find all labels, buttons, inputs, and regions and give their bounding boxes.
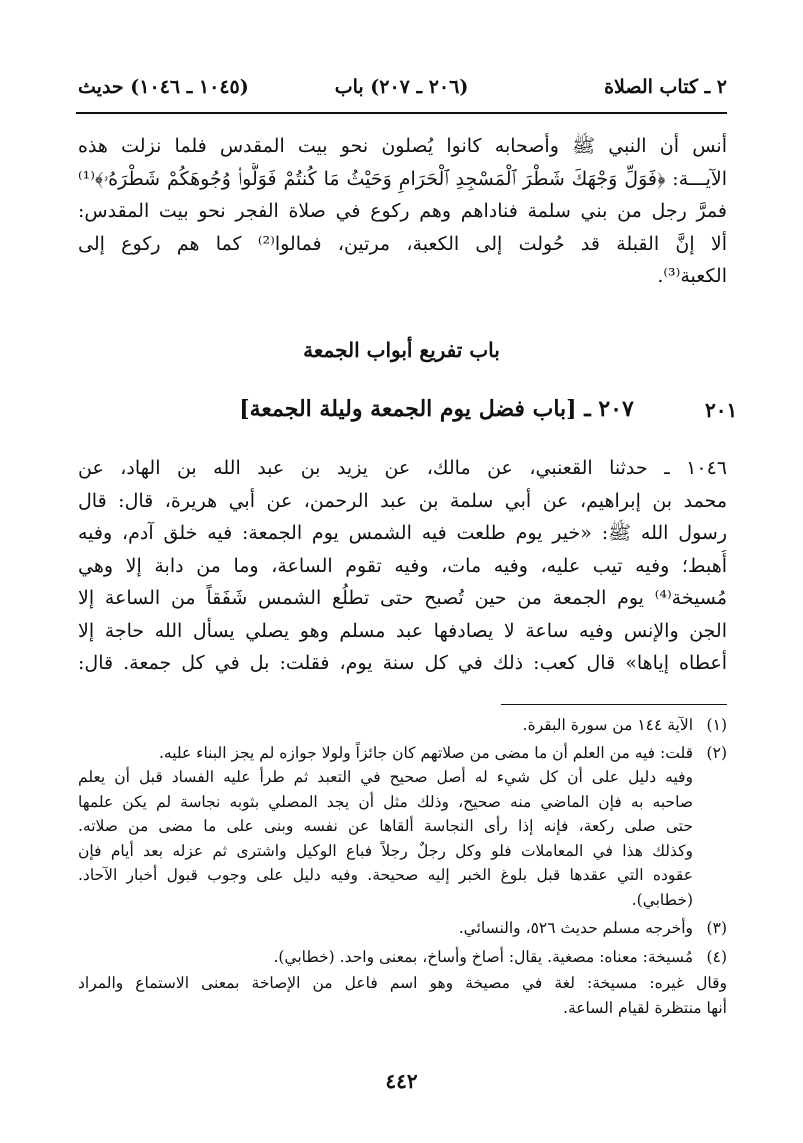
text-line: ألا إنَّ القبلة قد حُولت إلى الكعبة، مرتين، فمالوا⁽²⁾ كما هم ركوع إلى: [78, 232, 727, 255]
footnote-line: وقال غيره: مسيخة: لغة في مصيخة وهو اسم فاعل من الإصاخة بمعنى الاستماع والمراد: [78, 974, 727, 992]
text-line: الكعبة⁽³⁾.: [657, 265, 727, 287]
running-header-chapters-range: (٢٠٦ ـ ٢٠٧) باب: [334, 76, 469, 98]
text-line: محمد بن إبراهيم، عن أبي سلمة بن عبد الرحمن، عن أبي هريرة، قال: قال: [78, 489, 727, 512]
footnote-line: وأخرجه مسلم حديث ٥٢٦، والنسائي.: [458, 919, 693, 937]
page-number: ٤٤٢: [385, 1069, 418, 1093]
text-line: رسول الله ﷺ: «خير يوم طلعت فيه الشمس يوم الجمعة: فيه خلق آدم، وفيه: [78, 522, 727, 544]
text-line: الآيـــة: ﴿فَوَلِّ وَجْهَكَ شَطْرَ ٱلْمَسْجِدِ ٱلْحَرَامِ وَحَيْثُ مَا كُنتُمْ فَوَلُّوا۟ وُجُوهَكُمْ شَطْرَهُۥ﴾⁽¹⁾: [78, 167, 727, 190]
footnote-separator: [501, 704, 727, 705]
footnote-line: عقوده التي عقدها قبل بلوغ الخبر إليه صحيحة. وفيه دليل على وجوب قبول أخبار الآحاد.: [78, 866, 693, 884]
section-title: باب تفريع أبواب الجمعة: [303, 338, 500, 362]
footnote-line: الآية ١٤٤ من سورة البقرة.: [522, 716, 693, 734]
footnote-line: وفيه دليل على أن كل شيء له أصل صحيح في التعبد ثم طرأ عليه الفساد قبل أن يعلم: [78, 768, 693, 786]
running-header-hadith-range: (١٠٤٥ ـ ١٠٤٦) حديث: [78, 76, 249, 98]
footnote-line: أنها منتظرة لقيام الساعة.: [563, 998, 727, 1017]
chapter-serial-number: ٢٠١: [705, 398, 738, 422]
footnote-4-continued: [78, 971, 727, 1020]
footnote-1: [78, 713, 727, 738]
footnote-line: حتى صلى ركعة، فإنه إذا رأى النجاسة ألقاها عن نفسه وبنى على ما مضى من صلاته.: [78, 817, 693, 835]
header-rule: [76, 112, 727, 114]
footnote-number: (٤): [706, 947, 727, 966]
footnote-line: قلت: فيه من العلم أن ما مضى من صلاتهم كان جائزاً ولولا جوازه لم يجز البناء عليه.: [158, 743, 693, 762]
text-line: ١٠٤٦ ـ حدثنا القعنبي، عن مالك، عن يزيد بن عبد الله بن الهاد، عن: [78, 457, 727, 479]
text-line: الجن والإنس وفيه ساعة لا يصادفها عبد مسلم وهو يصلي يسأل الله حاجة إلا: [78, 619, 727, 642]
footnote-3: [78, 916, 727, 941]
footnote-line: صاحبه به فإن الماضي منه صحيح، وذلك مثل أن يجد المصلي بثوبه نجاسة لم يكن علمها: [78, 792, 693, 811]
text-line: مُسيخة⁽⁴⁾ يوم الجمعة من حين تُصبح حتى تطلُع الشمس شَفَقاً من الساعة إلا: [78, 587, 727, 609]
text-line: أُهبط؛ وفيه تيب عليه، وفيه مات، وفيه تقوم الساعة، وما من دابة إلا وهي: [78, 554, 727, 577]
text-line: أنس أن النبي ﷺ وأصحابه كانوا يُصلون نحو بيت المقدس فلما نزلت هذه: [78, 135, 727, 157]
footnotes: [78, 713, 727, 1020]
text-line: فمرَّ رجل من بني سلمة فناداهم وهم ركوع في صلاة الفجر نحو بيت المقدس:: [78, 200, 727, 222]
hadith-paragraph: [78, 452, 727, 680]
footnote-line: مُسيخة: معناه: مصغية. يقال: أصاخ وأساخ، بمعنى واحد. (خطابي).: [273, 947, 693, 966]
footnote-2: [78, 741, 727, 913]
footnote-number: (٢): [706, 743, 727, 762]
text-line: أعطاه إياها» قال كعب: ذلك في كل سنة يوم، فقلت: بل في كل جمعة. قال:: [78, 652, 727, 674]
chapter-title: ٢٠٧ ـ [باب فضل يوم الجمعة وليلة الجمعة]: [239, 396, 634, 422]
footnote-line: وكذلك هذا في المعاملات فلو وكل رجلٌ رجلاً فباع الوكيل واشترى ثم عزله بعد أيام فإن: [78, 841, 693, 860]
footnote-number: (٣): [706, 919, 727, 937]
running-header-chapter: ٢ ـ كتاب الصلاة: [604, 76, 727, 98]
footnote-number: (١): [706, 716, 727, 734]
footnote-line: (خطابي).: [631, 890, 693, 909]
footnote-4: [78, 945, 727, 970]
intro-paragraph: [78, 130, 727, 293]
